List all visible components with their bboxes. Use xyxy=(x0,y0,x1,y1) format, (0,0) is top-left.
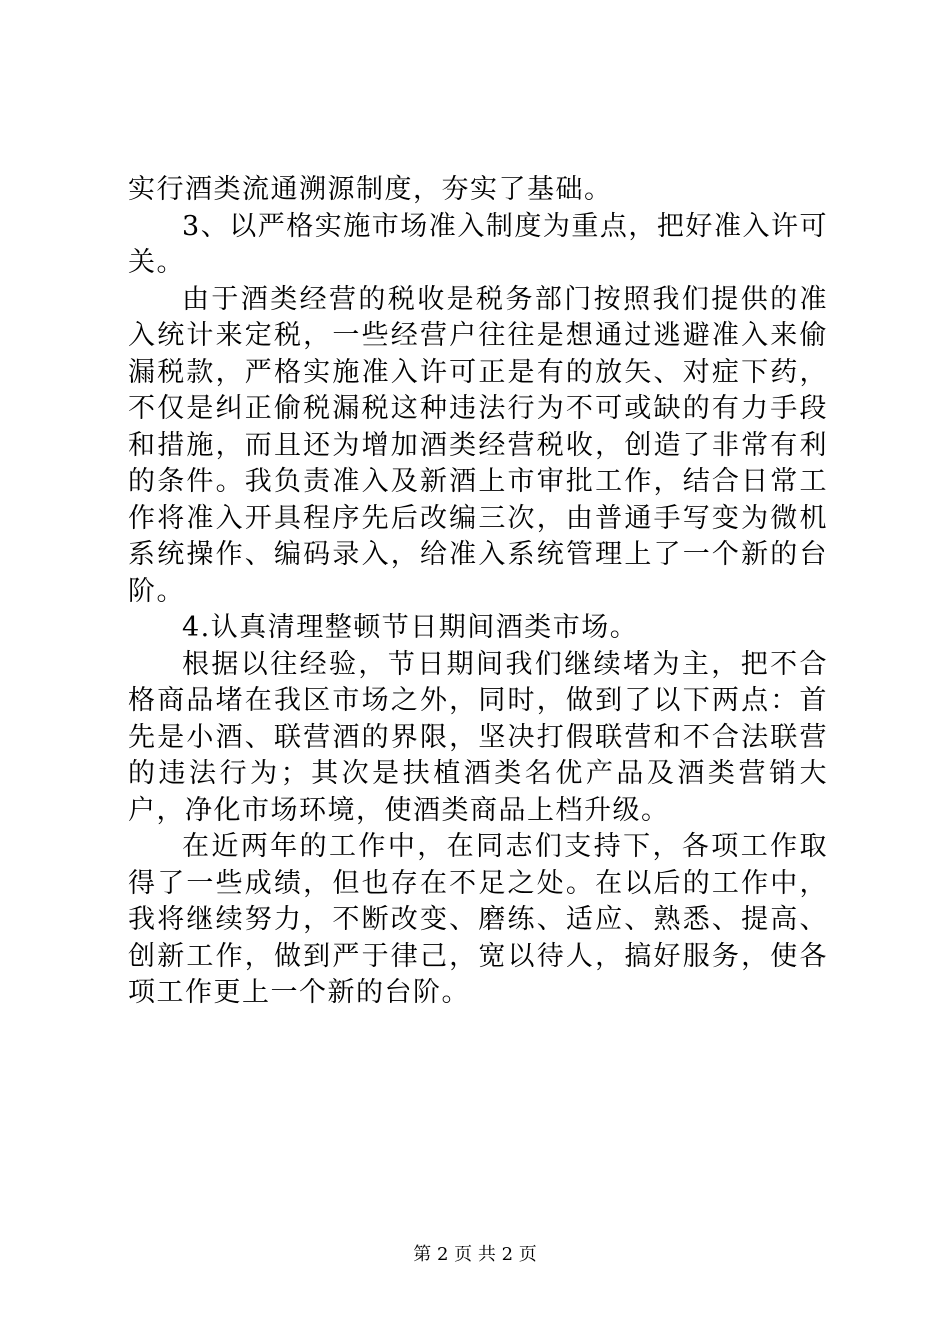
document-body xyxy=(128,172,828,1012)
paragraph-continuation: 实行酒类流通溯源制度，夯实了基础。 xyxy=(128,174,613,205)
paragraph-holiday-market: 根据以往经验，节日期间我们继续堵为主，把不合格商品堵在我区市场之外，同时，做到了以下两点：首先是小酒、联营酒的界限，坚决打假联营和不合法联营的违法行为；其次是扶植酒类名优产品及酒类营销大户，净化市场环境，使酒类商品上档升级。 xyxy=(128,648,828,826)
paragraph-conclusion: 在近两年的工作中，在同志们支持下，各项工作取得了一些成绩，但也存在不足之处。在以后的工作中，我将继续努力，不断改变、磨练、适应、熟悉、提高、创新工作，做到严于律己，宽以待人，搞好服务，使各项工作更上一个新的台阶。 xyxy=(128,831,828,1008)
page-number-footer: 第 2 页 共 2 页 xyxy=(413,1244,537,1265)
section-heading-3: 3、以严格实施市场准入制度为重点，把好准入许可关。 xyxy=(128,210,828,278)
section-heading-4: 4.认真清理整顿节日期间酒类市场。 xyxy=(182,612,639,643)
paragraph-market-access: 由于酒类经营的税收是税务部门按照我们提供的准入统计来定税，一些经营户往往是想通过逃避准入来偷漏税款，严格实施准入许可正是有的放矢、对症下药，不仅是纠正偷税漏税这种违法行为不可或缺的有力手段和措施，而且还为增加酒类经营税收，创造了非常有利的条件。我负责准入及新酒上市审批工作，结合日常工作将准入开具程序先后改编三次，由普通手写变为微机系统操作、编码录入，给准入系统管理上了一个新的台阶。 xyxy=(128,283,828,607)
